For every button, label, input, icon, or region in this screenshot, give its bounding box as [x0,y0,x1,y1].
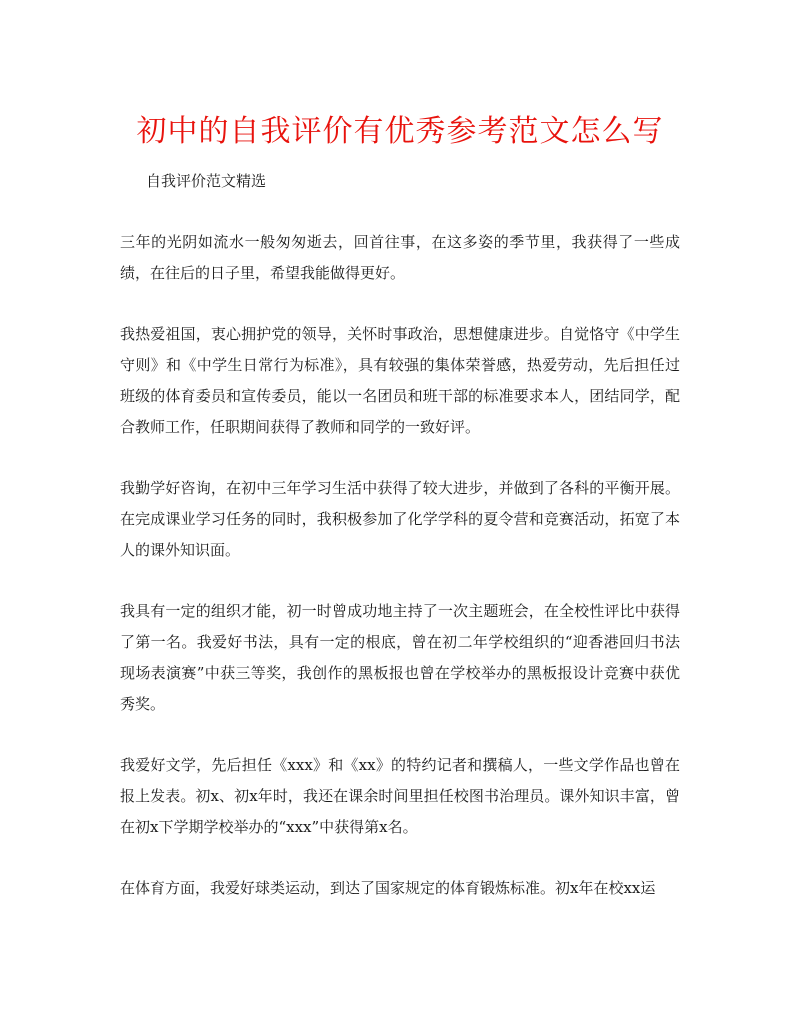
paragraph-2: 我热爱祖国，衷心拥护党的领导，关怀时事政治，思想健康进步。自觉恪守《中学生守则》和《中学生日常行为标准》，具有较强的集体荣誉感，热爱劳动，先后担任过班级的体育委员和宣传委员，能以一名团员和班干部的标准要求本人，团结同学，配合教师工作，任职期间获得了教师和同学的一致好评。 [120,325,680,436]
paragraph-4: 我具有一定的组织才能，初一时曾成功地主持了一次主题班会，在全校性评比中获得了第一名。我爱好书法，具有一定的根底，曾在初二年学校组织的“迎香港回归书法现场表演赛”中获三等奖，我创作的黑板报也曾在学校举办的黑板报设计竞赛中获优秀奖。 [120,602,680,713]
document-subtitle: 自我评价范文精选 [146,172,267,190]
document-title: 初中的自我评价有优秀参考范文怎么写 [136,114,664,149]
paragraph-6: 在体育方面，我爱好球类运动，到达了国家规定的体育锻炼标准。初x年在校xx运 [120,879,656,897]
paragraph-1: 三年的光阴如流水一般匆匆逝去，回首往事，在这多姿的季节里，我获得了一些成绩，在往后的日子里，希望我能做得更好。 [120,233,680,282]
paragraph-3: 我勤学好咨询，在初中三年学习生活中获得了较大进步，并做到了各科的平衡开展。在完成课业学习任务的同时，我积极参加了化学学科的夏令营和竞赛活动，拓宽了本人的课外知识面。 [120,479,680,559]
document-body [120,227,680,904]
paragraph-5: 我爱好文学，先后担任《xxx》和《xx》的特约记者和撰稿人，一些文学作品也曾在报上发表。初x、初x年时，我还在课余时间里担任校图书治理员。课外知识丰富，曾在初x下学期学校举办的“xxx”中获得第x名。 [120,756,680,836]
